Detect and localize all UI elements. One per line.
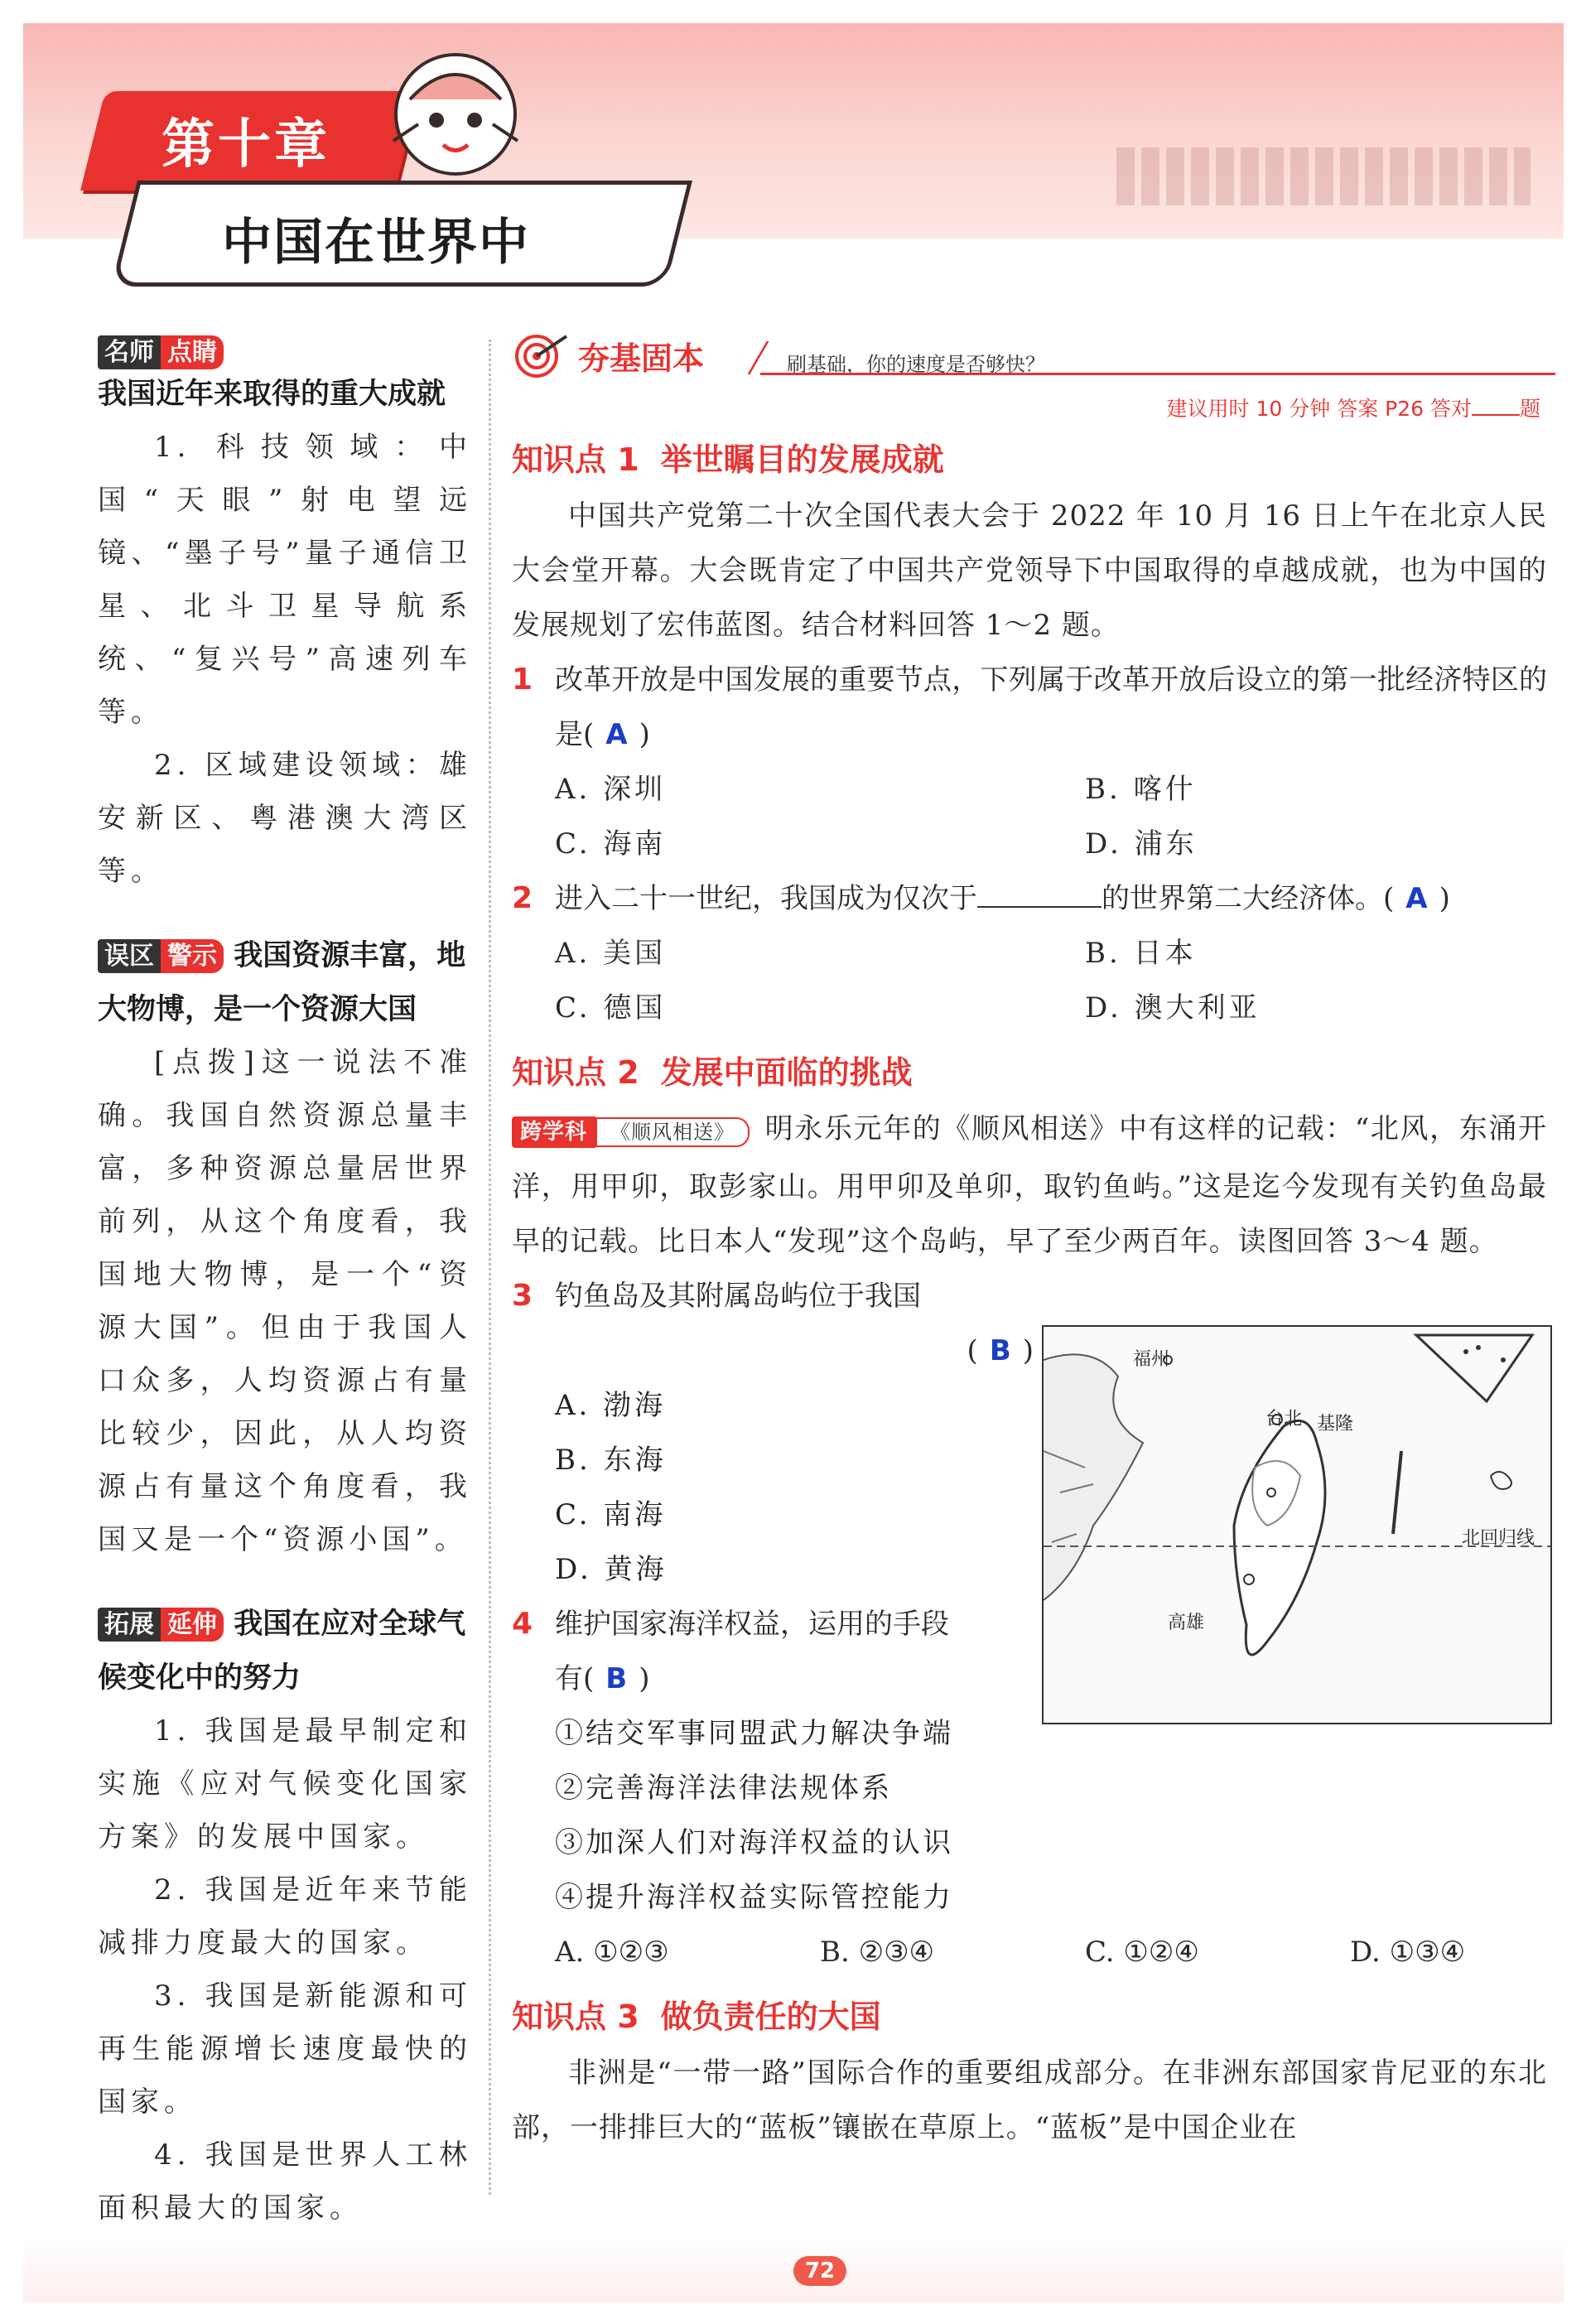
tag-warning: 误区 警示 xyxy=(98,930,224,983)
timing-info: 建议用时 10 分钟 答案 P26 答对 题 xyxy=(1166,397,1540,421)
answer-2: A xyxy=(1405,882,1428,915)
map-label-taibei: 台北 xyxy=(1265,1409,1303,1430)
note-block-extension xyxy=(98,1598,472,2235)
section-subtitle: 刷基础，你的速度是否够快？ xyxy=(787,353,1045,376)
tag-extension: 拓展 延伸 xyxy=(98,1598,224,1651)
exercise-column xyxy=(512,331,1547,2155)
map-label-fuzhou: 福州 xyxy=(1133,1349,1170,1370)
question-2: 2 进入二十一世纪，我国成为仅次于 的世界第二大经济体。( A ) xyxy=(512,881,1450,915)
taiwan-map xyxy=(1042,1325,1552,1724)
cross-subject-tag: 跨学科 《顺风相送》 xyxy=(512,1102,750,1160)
options-4: A. ①②③ B. ②③④ C. ①②④ D. ①③④ xyxy=(555,1935,1466,1969)
note-paragraph: 2. 区域建设领域：雄安新区、粤港澳大湾区等。 xyxy=(98,749,472,888)
note-heading: 我国近年来取得的重大成就 xyxy=(98,378,446,411)
question-4: 4 维护国家海洋权益，运用的手段 有( B ) xyxy=(512,1606,949,1695)
questions-3-4: 3 钓鱼岛及其附属岛屿位于我国 ( B ) A. 渤海 B. 东海 C. 南海 D. 黄海 4 维护国家海洋权益，运用的手段 有( B ) xyxy=(512,1269,1034,1706)
knowledge-point-2: 知识点 2 发展中面临的挑战 xyxy=(512,1054,913,1091)
statement-list: ①结交军事同盟武力解决争端 ②完善海洋法律法规体系 ③加深人们对海洋权益的认识 ④提升海洋权益实际管控能力 xyxy=(555,1716,953,1914)
question-1: 1 改革开放是中国发展的重要节点，下列属于改革开放后设立的第一批经济特区的是( A ) xyxy=(512,663,1547,751)
note-paragraph: 2. 我国是近年来节能减排力度最大的国家。 xyxy=(98,1873,472,1960)
options-3: A. 渤海 B. 东海 C. 南海 D. 黄海 xyxy=(555,1388,668,1586)
answer-4: B xyxy=(605,1661,628,1695)
map-label-tropic: 北回归线 xyxy=(1462,1528,1535,1549)
knowledge-point-1: 知识点 1 举世瞩目的发展成就 xyxy=(512,441,944,478)
material-paragraph: 跨学科 《顺风相送》 明永乐元年的《顺风相送》中有这样的记载：“北风，东涌开洋，用甲卯，取彭家山。用甲卯及单卯，取钓鱼屿。”这是迄今发现有关钓鱼岛最早的记载。比日本人“发现”这个岛屿，早了至少两百年。读图回答 3～4 题。 xyxy=(512,1102,1547,1269)
sidebar-notes xyxy=(98,331,472,2235)
note-block-tips xyxy=(98,331,472,898)
column-divider xyxy=(489,340,491,2195)
material-paragraph: 中国共产党第二十次全国代表大会于 2022 年 10 月 16 日上午在北京人民大会堂开幕。大会既肯定了中国共产党领导下中国取得的卓越成就，也为中国的发展规划了宏伟蓝图。结合材料回答 1～2 题。 xyxy=(512,499,1547,642)
note-heading: 误区 警示 我国资源丰富，地大物博，是一个资源大国 xyxy=(98,929,472,1036)
note-paragraph: 1. 科技领域：中国“天眼”射电望远镜、“墨子号”量子通信卫星、北斗卫星导航系统、“复兴号”高速列车等。 xyxy=(98,431,472,729)
note-paragraph: 1. 我国是最早制定和实施《应对气候变化国家方案》的发展中国家。 xyxy=(98,1714,472,1854)
chapter-title: 中国在世界中 xyxy=(222,214,530,272)
tag-tips: 名师 点睛 xyxy=(98,331,224,368)
header-background-text xyxy=(1116,147,1531,205)
knowledge-point-3: 知识点 3 做负责任的大国 xyxy=(512,1998,881,2035)
target-icon xyxy=(512,331,570,378)
note-heading: 拓展 延伸 我国在应对全球气候变化中的努力 xyxy=(98,1598,472,1704)
options-1: A. 深圳 B. 喀什 C. 海南 D. 浦东 xyxy=(555,773,1198,861)
mascot-illustration xyxy=(377,41,534,182)
chapter-label: 第十章 xyxy=(161,114,330,176)
page-number: 72 xyxy=(793,2256,846,2286)
answer-3: B xyxy=(989,1333,1011,1367)
section-title: 夯基固本 xyxy=(578,340,705,377)
options-2: A. 美国 B. 日本 C. 德国 D. 澳大利亚 xyxy=(555,937,1261,1025)
note-paragraph: 3. 我国是新能源和可再生能源增长速度最快的国家。 xyxy=(98,1979,472,2119)
answer-1: A xyxy=(605,718,628,751)
section-banner xyxy=(512,331,1547,378)
material-paragraph: 非洲是“一带一路”国际合作的重要组成部分。在非洲东部国家肯尼亚的东北部，一排排巨大的“蓝板”镶嵌在草原上。“蓝板”是中国企业在 xyxy=(512,2056,1547,2144)
question-3: 3 钓鱼岛及其附属岛屿位于我国 xyxy=(512,1278,921,1313)
note-block-warning xyxy=(98,929,472,1566)
map-label-gaoxiong: 高雄 xyxy=(1168,1613,1205,1633)
note-paragraph: [点拨]这一说法不准确。我国自然资源总量丰富，多种资源总量居世界前列，从这个角度看，我国地大物博，是一个“资源大国”。但由于我国人口众多，人均资源占有量比较少，因此，从人均资源占有量这个角度看，我国又是一个“资源小国”。 xyxy=(98,1046,472,1556)
map-label-jilong: 基隆 xyxy=(1317,1414,1354,1434)
note-paragraph: 4. 我国是世界人工林面积最大的国家。 xyxy=(98,2138,472,2225)
